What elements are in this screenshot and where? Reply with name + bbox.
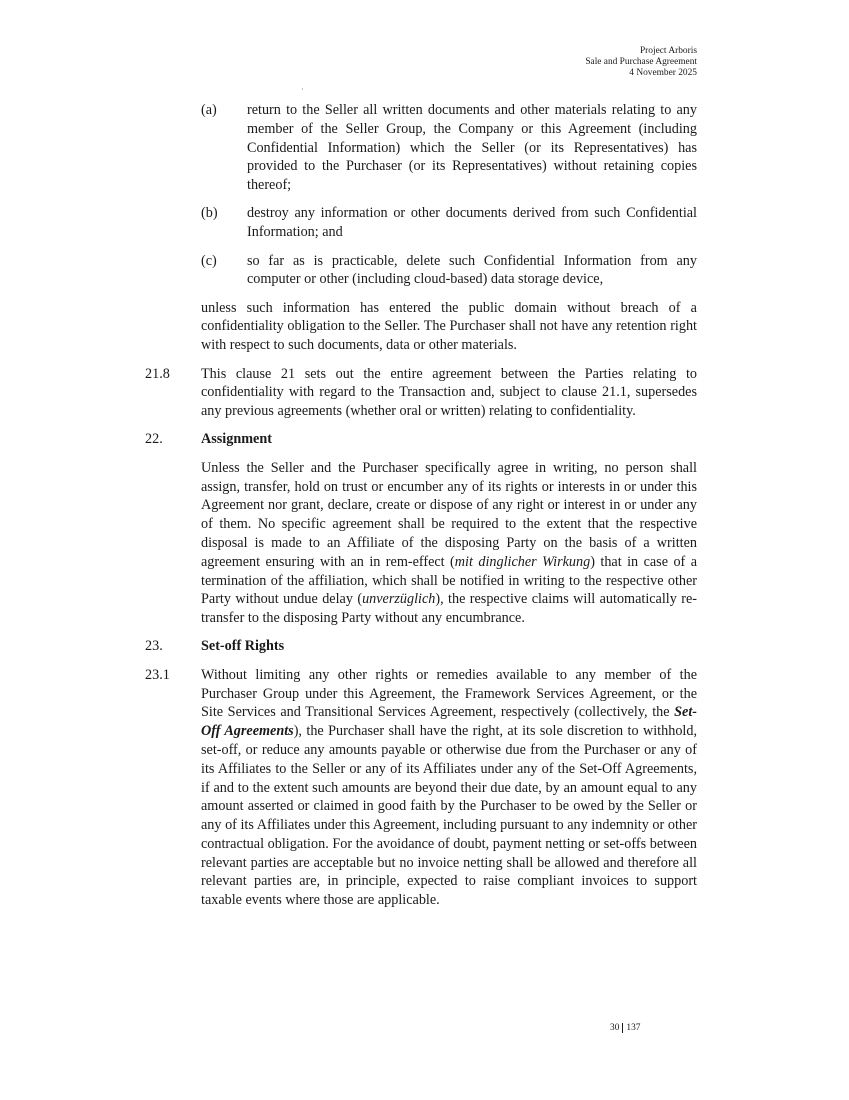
term-mit-dinglicher-wirkung: mit dinglicher Wirkung bbox=[454, 553, 591, 570]
page-number bbox=[610, 1023, 640, 1034]
section-23-title: Set-off Rights bbox=[201, 638, 285, 655]
item-c bbox=[201, 252, 697, 290]
section-22-text-3: ), the respective claims will automatically re-transfer to the disposing Party without any encumbrance. bbox=[201, 591, 697, 627]
item-b bbox=[201, 204, 697, 242]
page-current: 30 bbox=[610, 1023, 623, 1033]
term-unverzueglich: unverzüglich bbox=[362, 591, 436, 608]
clause-23-1-text-1: Without limiting any other rights or remedies available to any member of the Purchaser Group under this Agreement, the Framework Services Agreement, or the Site Services and Transitional Services Agreement, respectively (collectively, the bbox=[201, 666, 697, 721]
clause-23-1-text-2: ), the Purchaser shall have the right, at its sole discretion to withhold, set-off, or reduce any amounts payable or otherwise due from the Purchaser or any of its Affiliates to the Seller or any of its Affiliates under any of the Set-Off Agreements, if and to the extent such amounts are beyond their due date, by an amount equal to any amount asserted or claimed in good faith by the Purchaser to be owed by the Seller or any of its Affiliates under this Agreement, including pursuant to any indemnity or other contractual obligation. For the avoidance of doubt, payment netting or set-offs between relevant parties are acceptable but no invoice netting shall be allowed and therefore all relevant parties are, in principle, expected to raise compliant invoices to support taxable events where those are applicable. bbox=[201, 723, 697, 909]
section-23-heading bbox=[145, 637, 697, 656]
continuation-paragraph: unless such information has entered the public domain without breach of a confidentiality obligation to the Seller. The Purchaser shall not have any retention right with respect to such documents, data or other materials. bbox=[201, 299, 697, 354]
clause-23-1-text bbox=[201, 666, 697, 910]
section-22-title: Assignment bbox=[201, 431, 272, 448]
defined-term-set-off-agreements: Set-Off Agreements bbox=[201, 704, 697, 740]
header-project: Project Arboris bbox=[639, 46, 697, 56]
section-23-number: 23. bbox=[145, 638, 163, 655]
header-date: 4 November 2025 bbox=[629, 68, 697, 78]
item-b-text: destroy any information or other documents derived from such Confidential Information; and bbox=[247, 205, 697, 241]
item-b-label: (b) bbox=[201, 205, 218, 222]
section-22-paragraph bbox=[201, 459, 697, 628]
clause-23-1 bbox=[145, 666, 697, 910]
clause-23-1-number: 23.1 bbox=[145, 666, 170, 683]
item-c-text: so far as is practicable, delete such Confidential Information from any computer or other (including cloud-based) data storage device, bbox=[247, 252, 697, 288]
clause-21-8-number: 21.8 bbox=[145, 365, 170, 382]
clause-21-8 bbox=[145, 365, 697, 421]
document-body bbox=[145, 101, 697, 920]
section-22-heading bbox=[145, 430, 697, 449]
header-doc-title: Sale and Purchase Agreement bbox=[585, 57, 697, 67]
section-22-text-2: ) that in case of a termination of the affiliation, which shall be notified in writing to the respective other Party without undue delay ( bbox=[201, 553, 698, 608]
running-header bbox=[585, 46, 697, 79]
section-22-number: 22. bbox=[145, 431, 163, 448]
section-22-text-1: Unless the Seller and the Purchaser specifically agree in writing, no person shall assign, transfer, hold on trust or encumber any of its rights or interests in or under this Agreement nor grant, declare, create or dispose of any right or interest in or under any of them. No specific agreement shall be required to the extent that the respective disposal is made to an Affiliate of the disposing Party on the basis of a written agreement ensuring with an in rem-effect ( bbox=[201, 459, 697, 570]
item-a-text: return to the Seller all written documents and other materials relating to any member of the Seller Group, the Company or this Agreement (including Confidential Information) which the Seller (or its Representatives) has provided to the Purchaser (or its Representatives) without retaining copies thereof; bbox=[247, 102, 697, 194]
item-c-label: (c) bbox=[201, 252, 217, 269]
clause-21-8-text: This clause 21 sets out the entire agreement between the Parties relating to confidentiality with regard to the Transaction and, subject to clause 21.1, supersedes any previous agreements (whether oral or written) relating to confidentiality. bbox=[201, 365, 697, 420]
stray-mark: · bbox=[301, 85, 304, 94]
item-a-label: (a) bbox=[201, 102, 217, 118]
item-a bbox=[201, 101, 697, 195]
page-total: 137 bbox=[626, 1023, 641, 1033]
